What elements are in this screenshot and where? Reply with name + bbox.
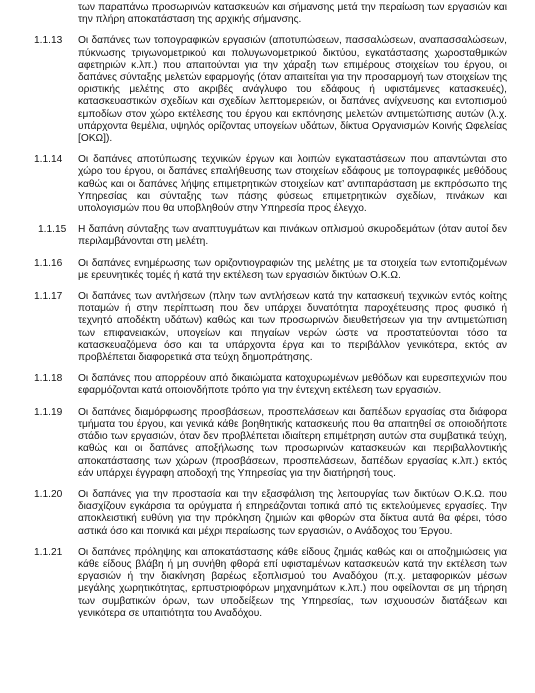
clause-list xyxy=(0,35,535,620)
clause-text: Οι δαπάνες ενημέρωσης των οριζοντιογραφιών της μελέτης με τα στοιχεία των εντοπιζομένων με ερευνητικές τομές ή κατά την εκτέλεση των εργασιών δικτύων Ο.Κ.Ω. xyxy=(78,257,507,281)
intro-paragraph: των παραπάνω προσωρινών κατασκευών και σήμανσης μετά την περαίωση των εργασιών και την πλήρη αποκατάσταση της αρχικής σήμανσης. xyxy=(78,2,507,26)
clause-item xyxy=(0,373,535,397)
clause-number: 1.1.15 xyxy=(38,224,67,236)
clause-text: Οι δαπάνες διαμόρφωσης προσβάσεων, προσπελάσεων και δαπέδων εργασίας στα διάφορα τμήματα του έργου, και γενικά κάθε βοηθητικής κατασκευής που θα απαιτηθεί σε οποιοδήποτε στάδιο των εργασιών, όταν δεν προβλέπεται ιδιαίτερη επιμέτρηση αυτών στα συμβατικά τεύχη, καθώς και οι δαπάνες αποξήλωσης των προσωρινών κατασκευών και περιβαλλοντικής αποκατάστασης των χώρων (προσβάσεων, προσπελάσεων, δαπέδων εργασίας κ.λπ.) εκτός εάν υπάρχει έγγραφη αποδοχή της Υπηρεσίας για την διατήρησή τους. xyxy=(78,406,507,479)
clause-text: Οι δαπάνες πρόληψης και αποκατάστασης κάθε είδους ζημιάς καθώς και οι αποζημιώσεις για κάθε είδους βλάβη ή μη συνήθη φθορά επί υφισταμένων κατασκευών κατά την εκτέλεση των εργασιών ή την διακίνηση βαρέως εξοπλισμού του Αναδόχου (π.χ. μεταφορικών μέσων μεγάλης χωρητικότητας, ερπυστριοφόρων μηχανημάτων κ.λπ.) που οφείλονται σε μη τήρηση των συμβατικών όρων, των υποδείξεων της Υπηρεσίας, των ισχυουσών διατάξεων και γενικότερα σε υπαιτιότητα του Αναδόχου. xyxy=(78,546,507,619)
clause-number: 1.1.21 xyxy=(34,546,63,558)
clause-item xyxy=(0,489,535,538)
clause-number: 1.1.19 xyxy=(34,406,63,418)
clause-number: 1.1.13 xyxy=(34,35,63,47)
clause-number: 1.1.14 xyxy=(34,154,63,166)
clause-item xyxy=(0,258,535,282)
clause-number: 1.1.17 xyxy=(34,291,63,303)
clause-number: 1.1.16 xyxy=(34,257,63,269)
clause-item xyxy=(0,407,535,480)
clause-item xyxy=(0,35,535,145)
clause-number: 1.1.18 xyxy=(34,373,63,385)
clause-text: Οι δαπάνες των αντλήσεων (πλην των αντλήσεων κατά την κατασκευή τεχνικών εντός κοίτης ποταμών ή στην περίπτωση που δεν υπάρχει δυνατότητα παροχέτευσης προς φυσικό ή τεχνητό αποδέκτη υδάτων) καθώς και των προσωρινών διευθετήσεων για την αντιμετώπιση των επιφανειακών, υπογείων και πηγαίων νερών ώστε να προστατεύονται τόσο τα κατασκευαζόμενα όσο και τα υπάρχοντα έργα και το περιβάλλον γενικότερα, εκτός αν προβλέπεται διαφορετικά στα τεύχη δημοπράτησης. xyxy=(78,291,507,364)
clause-text: Οι δαπάνες των τοπογραφικών εργασιών (αποτυπώσεων, πασσαλώσεων, αναπασσαλώσεων, πύκνωσης τριγωνομετρικού και πολυγωνομετρικού δικτύου, εγκατάστασης χωροσταθμικών αφετηριών κ.λπ.) που απαιτούνται για την χάραξη των επιμέρους στοιχείων του έργου, οι δαπάνες σύνταξης μελετών εφαρμογής (όταν απαιτείται για την προσαρμογή των στοιχείων της οριστικής μελέτης στο ακριβές ανάγλυφο του εδάφους ή υφιστάμενες κατασκευές), κατασκευαστικών σχεδίων και σχεδίων λεπτομερειών, οι δαπάνες ανίχνευσης και εντοπισμού εμποδίων στον χώρο εκτέλεσης του έργου και εκπόνησης μελετών αντιμετώπισης αυτών (λ.χ. υπάρχοντα θεμέλια, υψηλός ορίζοντας υπογείων υδάτων, δίκτυα Οργανισμών Κοινής Ωφελείας [ΟΚΩ]). xyxy=(78,35,507,145)
clause-text: Η δαπάνη σύνταξης των αναπτυγμάτων και πινάκων οπλισμού σκυροδεμάτων (όταν αυτοί δεν περιλαμβάνονται στη μελέτη. xyxy=(78,224,507,248)
clause-item xyxy=(0,547,535,620)
clause-text: Οι δαπάνες αποτύπωσης τεχνικών έργων και λοιπών εγκαταστάσεων που απαντώνται στο χώρο του έργου, οι δαπάνες επαλήθευσης των στοιχείων εδάφους με τοπογραφικές μεθόδους καθώς και οι δαπάνες λήψης επιμετρητικών στοιχείων κατ’ αντιπαράσταση με εκπρόσωπο της Υπηρεσίας και σύνταξης των πάσης φύσεως επιμετρητικών σχεδίων, πινάκων και υπολογισμών που θα υποβληθούν στην Υπηρεσία προς έλεγχο. xyxy=(78,154,507,215)
clause-text: Οι δαπάνες για την προστασία και την εξασφάλιση της λειτουργίας των δικτύων Ο.Κ.Ω. που διασχίζουν εγκάρσια τα ορύγματα ή επηρεάζονται τοπικά από τις εκτελούμενες εργασίες. Την αποκλειστική ευθύνη για την πρόκληση ζημιών και φθορών στα δίκτυα αυτά θα φέρει, τόσο αστικά όσο και ποινικά και μέχρι περαίωσης των εργασιών, ο Ανάδοχος του Έργου. xyxy=(78,488,507,537)
clause-item xyxy=(0,291,535,364)
clause-text: Οι δαπάνες που απορρέουν από δικαιώματα κατοχυρωμένων μεθόδων και ευρεσιτεχνιών που εφαρμόζονται κατά οποιονδήποτε τρόπο για την έντεχνη εκτέλεση των εργασιών. xyxy=(78,373,507,397)
clause-item xyxy=(0,154,535,215)
clause-item xyxy=(0,224,535,248)
clause-number: 1.1.20 xyxy=(34,488,63,500)
